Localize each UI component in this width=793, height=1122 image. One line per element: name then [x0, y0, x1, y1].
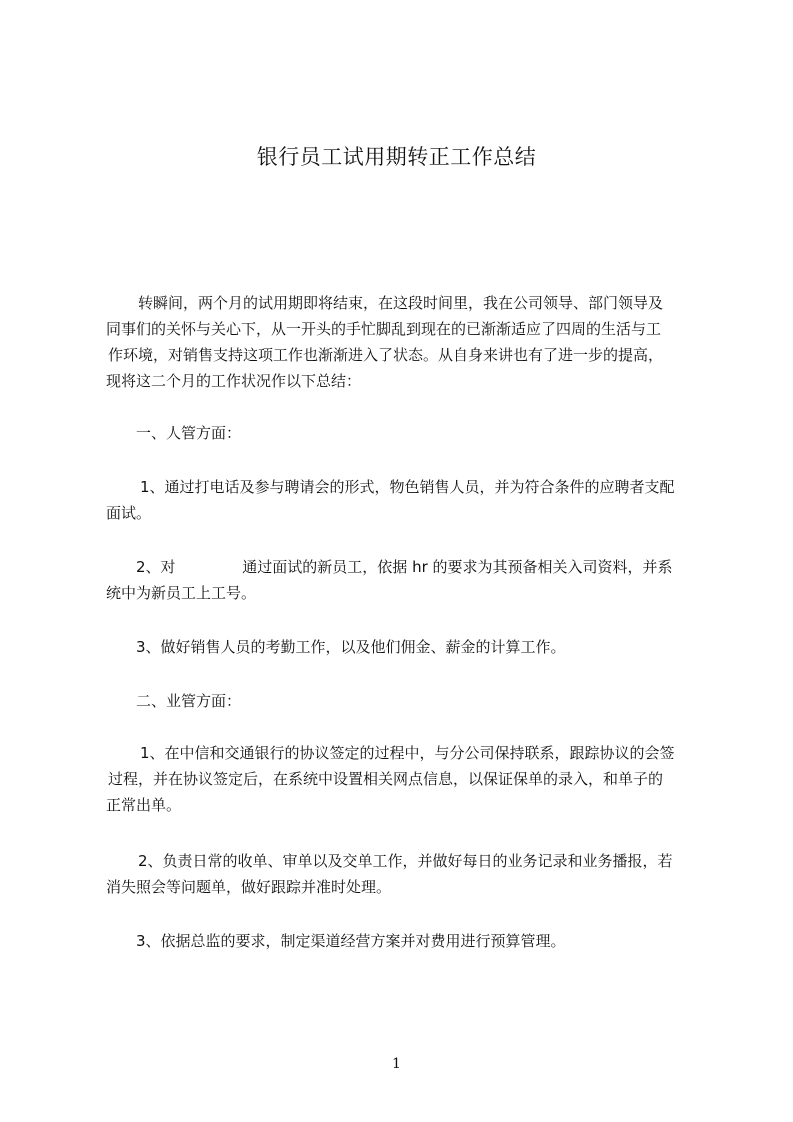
- paragraph-line: 1、在中信和交通银行的协议签定的过程中，与分公司保持联系，跟踪协议的会签: [140, 744, 675, 762]
- paragraph-item-2-3: [106, 928, 706, 954]
- paragraph-item-2-1: [106, 740, 706, 818]
- paragraph-line: 3、做好销售人员的考勤工作，以及他们佣金、薪金的计算工作。: [136, 638, 566, 656]
- intro-line-2: 同事们的关怀与关心下，从一开头的手忙脚乱到现在的已渐渐适应了四周的生活与工: [106, 320, 662, 338]
- paragraph-line: 面试。: [106, 504, 152, 522]
- intro-paragraph: [106, 290, 706, 394]
- paragraph-item-2-2: [106, 848, 706, 900]
- paragraph-line: 2、对 通过面试的新员工，依据 hr 的要求为其预备相关入司资料，并系: [136, 558, 673, 576]
- section-heading-text: 二、业管方面：: [136, 692, 242, 710]
- paragraph-line: 正常出单。: [106, 796, 182, 814]
- paragraph-line: 2、负责日常的收单、审单以及交单工作，并做好每日的业务记录和业务播报，若: [138, 852, 673, 870]
- paragraph-line: 过程，并在协议签定后，在系统中设置相关网点信息，以保证保单的录入，和单子的: [108, 770, 664, 788]
- section-heading-text: 一、人管方面：: [136, 424, 242, 442]
- paragraph-line: 1、通过打电话及参与聘请会的形式，物色销售人员，并为符合条件的应聘者支配: [140, 478, 675, 496]
- section-heading-personnel: [136, 420, 736, 446]
- section-heading-business: [136, 688, 736, 714]
- document-title: 银行员工试用期转正工作总结: [256, 145, 537, 169]
- paragraph-line: 消失照会等问题单，做好跟踪并准时处理。: [106, 878, 392, 896]
- intro-line-4: 现将这二个月的工作状况作以下总结：: [106, 372, 362, 390]
- paragraph-line: 统中为新员工上工号。: [106, 584, 257, 602]
- intro-line-1: 转瞬间，两个月的试用期即将结束，在这段时间里，我在公司领导、部门领导及: [138, 294, 664, 312]
- paragraph-item-1-2: [106, 554, 706, 606]
- intro-line-3: 作环境，对销售支持这项工作也渐渐进入了状态。从自身来讲也有了进一步的提高，: [108, 346, 664, 364]
- paragraph-line: 3、依据总监的要求，制定渠道经营方案并对费用进行预算管理。: [136, 932, 566, 950]
- page-number: 1: [392, 1056, 401, 1072]
- paragraph-item-1-1: [106, 474, 706, 526]
- paragraph-item-1-3: [106, 634, 706, 660]
